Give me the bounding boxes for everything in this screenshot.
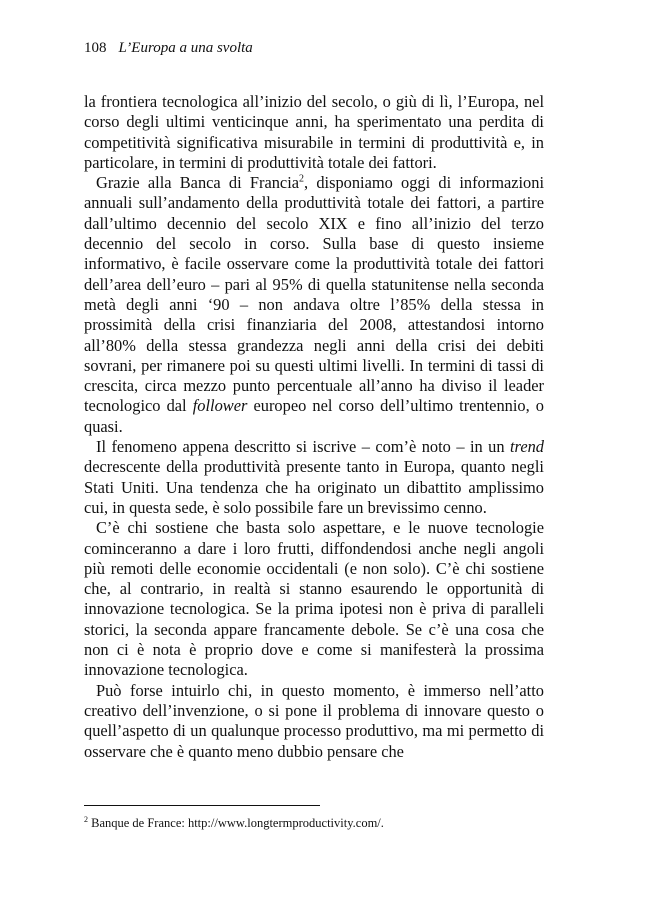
- footnote-text: Banque de France: http://www.longtermproductivity.com/.: [88, 816, 384, 830]
- paragraph-2-text-c: europeo nel corso dell’ultimo trentennio, o quasi.: [84, 396, 544, 436]
- paragraph-1: la frontiera tecnologica all’inizio del secolo, o giù di lì, l’Europa, nel corso degli ultimi venticinque anni, ha sperimentato una perdita di competitività significativa misurabile in termini di produttività e, in particolare, in termini di produttività totale dei fattori.: [84, 92, 544, 172]
- paragraph-4: C’è chi sostiene che basta solo aspettare, e le nuove tecnologie cominceranno a dare i loro frutti, diffondendosi anche negli angoli più remoti delle economie occidentali (e non solo). C’è chi sostiene che, al contrario, in realtà si stanno esaurendo le opportunità di innovazione tecnologica. Se la prima ipotesi non è priva di paralleli storici, la seconda appare francamente debole. Se c’è una cosa che non ci è nota è proprio dove e come si manifesterà la prossima innovazione tecnologica.: [84, 518, 544, 680]
- paragraph-2-emphasis: follower: [192, 396, 248, 416]
- footnote-reference: 2: [299, 173, 305, 185]
- running-header: [84, 38, 253, 58]
- footnote-separator: [84, 805, 320, 806]
- paragraph-3: [84, 437, 544, 518]
- paragraph-3-text-b: decrescente della produttività presente tanto in Europa, quanto negli Stati Uniti. Una tendenza che ha originato un dibattito amplissimo cui, in questa sede, è solo possibile fare un brevissimo cenno.: [84, 457, 544, 517]
- footnote: [84, 815, 544, 831]
- paragraph-3-emphasis: trend: [510, 437, 544, 457]
- page-number: 108: [84, 40, 107, 56]
- footnote-number: 2: [84, 814, 88, 824]
- paragraph-3-text-a: Il fenomeno appena descritto si iscrive – com’è noto – in un: [96, 437, 510, 457]
- paragraph-2-text-b: , disponiamo oggi di informazioni annuali sull’andamento della produttività totale dei fattori, a partire dall’ultimo decennio del secolo XIX e fino all’inizio del terzo decennio del secolo in corso. Sulla base di questo insieme informativo, è facile osservare come la produttività totale dei fattori dell’area dell’euro – pari al 95% di quella statunitense nella seconda metà degli anni ‘90 – non andava oltre l’85% della stessa in prossimità della crisi finanziaria del 2008, attestandosi intorno all’80% della stessa grandezza negli anni della crisi dei debiti sovrani, per rimanere poi su questi ultimi livelli. In termini di tassi di crescita, circa mezzo punto percentuale all’anno ha diviso il leader tecnologico dal: [84, 173, 544, 416]
- running-title: L’Europa a una svolta: [118, 40, 253, 56]
- paragraph-2-text-a: Grazie alla Banca di Francia: [96, 173, 300, 193]
- paragraph-2: [84, 173, 544, 437]
- paragraph-5: Può forse intuirlo chi, in questo momento, è immerso nell’atto creativo dell’invenzione, o si pone il problema di innovare questo o quell’aspetto di un qualunque processo produttivo, ma mi permetto di osservare che è quanto meno dubbio pensare che: [84, 680, 544, 761]
- body-text: [84, 92, 544, 762]
